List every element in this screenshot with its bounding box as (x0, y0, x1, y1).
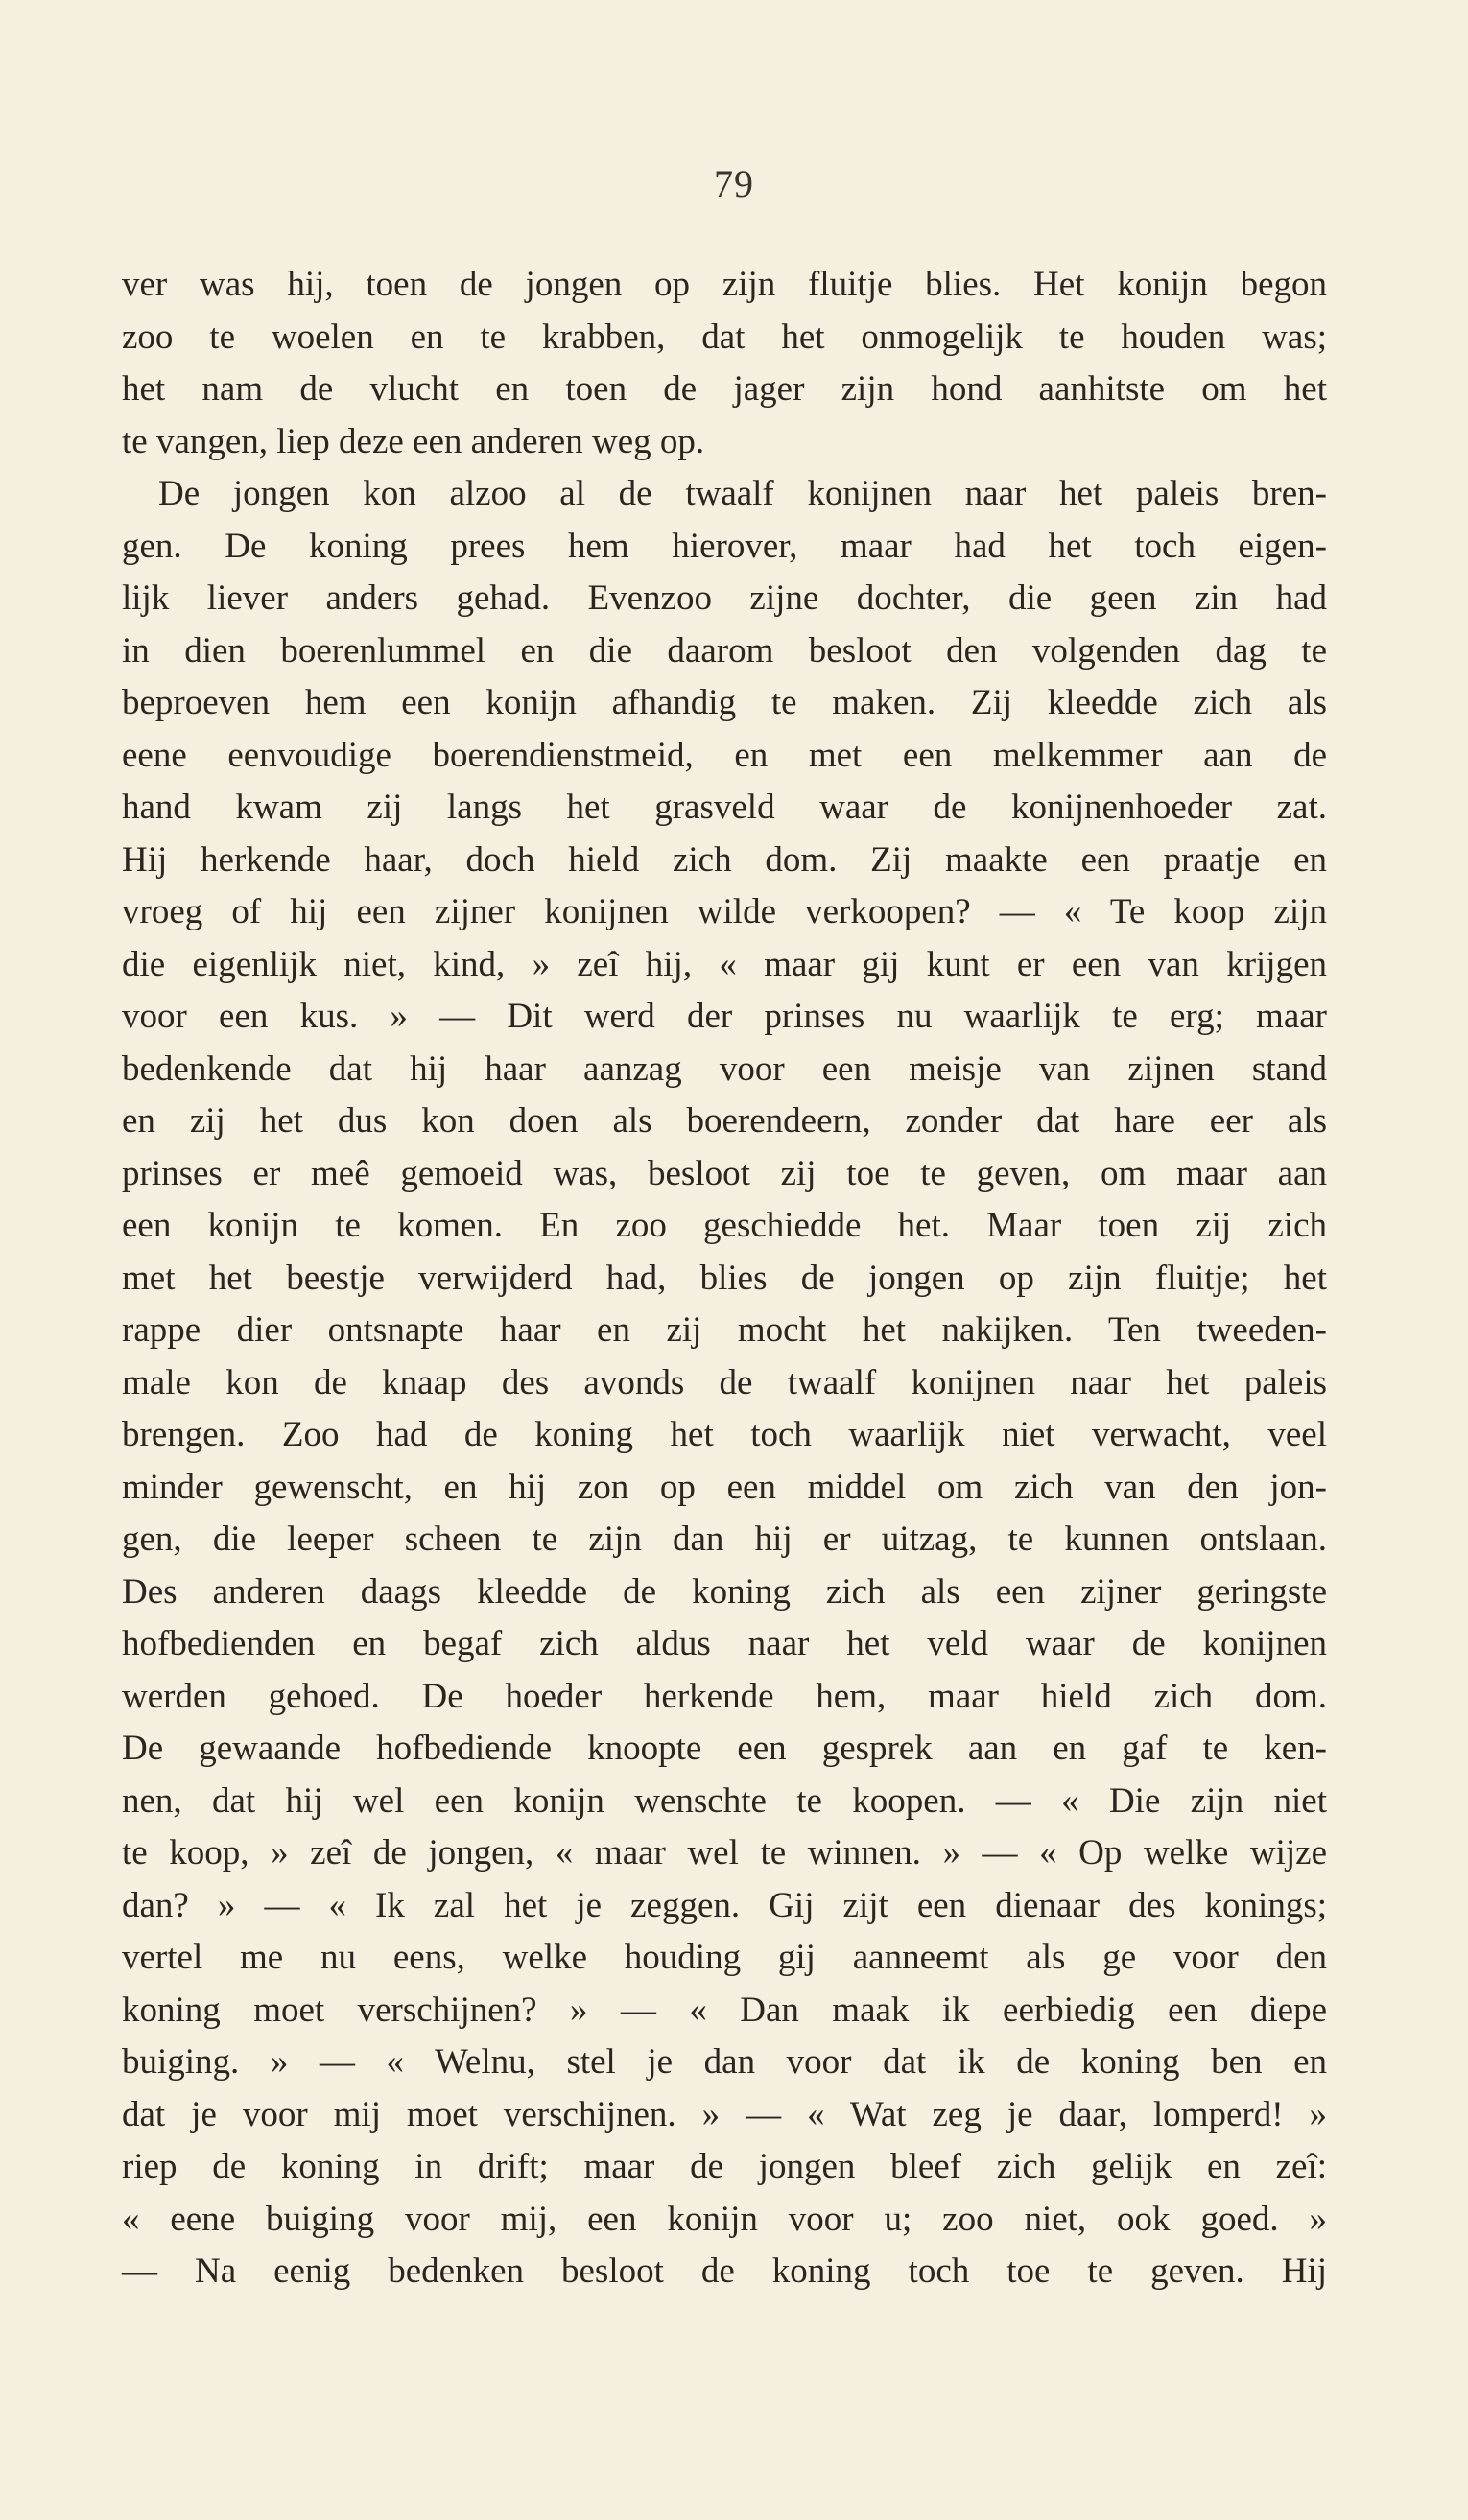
text-line: zoo te woelen en te krabben, dat het onmogelijk te houden was; (122, 317, 1327, 357)
text-line: minder gewenscht, en hij zon op een middel om zich van den jon- (122, 1467, 1327, 1507)
text-line: dat je voor mij moet verschijnen. » — « Wat zeg je daar, lomperd! » (122, 2094, 1327, 2134)
text-line: riep de koning in drift; maar de jongen bleef zich gelijk en zeî: (122, 2147, 1327, 2186)
text-line: nen, dat hij wel een konijn wenschte te koopen. — « Die zijn niet (122, 1780, 1327, 1821)
text-line: het nam de vlucht en toen de jager zijn hond aanhitste om het (122, 369, 1327, 409)
text-line: vroeg of hij een zijner konijnen wilde verkoopen? — « Te koop zijn (122, 892, 1327, 931)
text-line: dan? » — « Ik zal het je zeggen. Gij zijt een dienaar des konings; (122, 1885, 1327, 1925)
text-line: hofbedienden en begaf zich aldus naar het veld waar de konijnen (122, 1624, 1327, 1663)
text-line: te vangen, liep deze een anderen weg op. (122, 421, 705, 461)
body-text (122, 259, 1327, 2298)
text-line: een konijn te komen. En zoo geschiedde het. Maar toen zij zich (122, 1206, 1327, 1245)
text-line: Des anderen daags kleedde de koning zich als een zijner geringste (122, 1571, 1327, 1612)
text-line: en zij het dus kon doen als boerendeern, zonder dat hare eer als (122, 1101, 1327, 1141)
text-line: lijk liever anders gehad. Evenzoo zijne dochter, die geen zin had (122, 578, 1327, 618)
text-line: beproeven hem een konijn afhandig te maken. Zij kleedde zich als (122, 683, 1327, 722)
text-line: werden gehoed. De hoeder herkende hem, maar hield zich dom. (122, 1676, 1327, 1716)
text-line: in dien boerenlummel en die daarom besloot den volgenden dag te (122, 630, 1327, 671)
text-line: die eigenlijk niet, kind, » zeî hij, « maar gij kunt er een van krijgen (122, 944, 1327, 984)
text-line: koning moet verschijnen? » — « Dan maak ik eerbiedig een diepe (122, 1990, 1327, 2030)
text-line: te koop, » zeî de jongen, « maar wel te winnen. » — « Op welke wijze (122, 1833, 1327, 1872)
text-line: Hij herkende haar, doch hield zich dom. Zij maakte een praatje en (122, 839, 1327, 880)
text-line: met het beestje verwijderd had, blies de jongen op zijn fluitje; het (122, 1258, 1327, 1298)
text-line: bedenkende dat hij haar aanzag voor een meisje van zijnen stand (122, 1048, 1327, 1089)
text-line: brengen. Zoo had de koning het toch waarlijk niet verwacht, veel (122, 1415, 1327, 1454)
text-line: ver was hij, toen de jongen op zijn fluitje blies. Het konijn begon (122, 265, 1327, 304)
text-line: eene eenvoudige boerendienstmeid, en met een melkemmer aan de (122, 735, 1327, 775)
text-line: male kon de knaap des avonds de twaalf konijnen naar het paleis (122, 1362, 1327, 1402)
text-line: vertel me nu eens, welke houding gij aanneemt als ge voor den (122, 1938, 1327, 1977)
text-line: De gewaande hofbediende knoopte een gesprek aan en gaf te ken- (122, 1729, 1327, 1768)
page-number: 79 (714, 162, 754, 205)
text-line: hand kwam zij langs het grasveld waar de konijnenhoeder zat. (122, 788, 1327, 827)
text-line: « eene buiging voor mij, een konijn voor u; zoo niet, ook goed. » (122, 2199, 1327, 2239)
text-line: buiging. » — « Welnu, stel je dan voor dat ik de koning ben en (122, 2042, 1327, 2082)
text-line: De jongen kon alzoo al de twaalf konijnen naar het paleis bren- (158, 474, 1327, 513)
text-line: rappe dier ontsnapte haar en zij mocht het nakijken. Ten tweeden- (122, 1310, 1327, 1350)
text-line: prinses er meê gemoeid was, besloot zij toe te geven, om maar aan (122, 1153, 1327, 1193)
text-line: gen, die leeper scheen te zijn dan hij er uitzag, te kunnen ontslaan. (122, 1519, 1327, 1559)
text-line: voor een kus. » — Dit werd der prinses nu waarlijk te erg; maar (122, 997, 1327, 1036)
text-line: gen. De koning prees hem hierover, maar had het toch eigen- (122, 526, 1327, 566)
text-line: — Na eenig bedenken besloot de koning toch toe te geven. Hij (122, 2251, 1327, 2291)
